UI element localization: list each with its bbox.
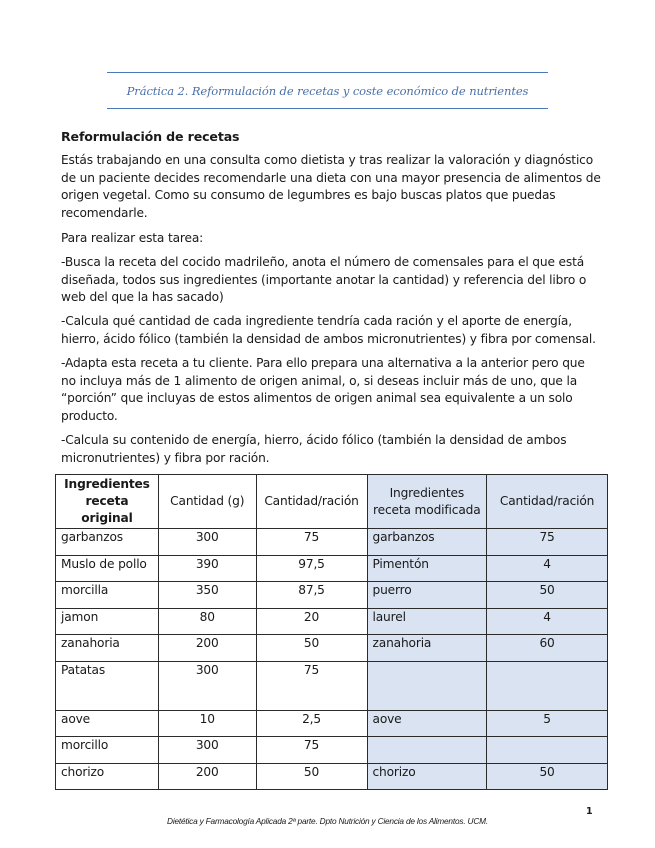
table-row xyxy=(56,582,608,609)
table-cell: jamon xyxy=(56,608,159,635)
table-cell: 50 xyxy=(256,763,367,790)
table-cell: 80 xyxy=(158,608,256,635)
table-cell: Patatas xyxy=(56,661,159,710)
table-cell: 4 xyxy=(487,555,608,582)
table-cell: zanahoria xyxy=(56,635,159,662)
table-cell: 300 xyxy=(158,737,256,764)
header-quantity: Cantidad (g) xyxy=(158,475,256,529)
header-original-ingredients: Ingredientes receta original xyxy=(56,475,159,529)
table-cell: 2,5 xyxy=(256,710,367,737)
table-cell: 4 xyxy=(487,608,608,635)
header-quantity-per-serving: Cantidad/ración xyxy=(256,475,367,529)
task-lead-paragraph: Para realizar esta tarea: xyxy=(61,231,204,245)
table-cell: Pimentón xyxy=(367,555,487,582)
table-cell: 10 xyxy=(158,710,256,737)
table-row xyxy=(56,635,608,662)
table-row xyxy=(56,661,608,710)
running-header-title: Práctica 2. Reformulación de recetas y coste económico de nutrientes xyxy=(126,84,529,98)
step-paragraph-2: -Calcula qué cantidad de cada ingrediente tendría cada ración y el aporte de energía, hierro, ácido fólico (también la densidad de ambos micronutrientes) y fibra por comensal. xyxy=(61,314,596,346)
table-cell: 350 xyxy=(158,582,256,609)
header-modified-quantity-per-serving: Cantidad/ración xyxy=(487,475,608,529)
header-rule-top xyxy=(107,72,548,73)
table-cell: aove xyxy=(367,710,487,737)
table-cell: garbanzos xyxy=(56,529,159,556)
table-cell: 50 xyxy=(256,635,367,662)
table-cell xyxy=(367,737,487,764)
table-row xyxy=(56,737,608,764)
table-cell: 50 xyxy=(487,582,608,609)
table-cell: 75 xyxy=(256,737,367,764)
table-row xyxy=(56,763,608,790)
table-cell: aove xyxy=(56,710,159,737)
table-cell: 50 xyxy=(487,763,608,790)
table-cell xyxy=(487,737,608,764)
table-cell: puerro xyxy=(367,582,487,609)
table-cell: 390 xyxy=(158,555,256,582)
table-cell: 75 xyxy=(256,661,367,710)
table-cell: laurel xyxy=(367,608,487,635)
table-cell: 5 xyxy=(487,710,608,737)
table-cell xyxy=(367,661,487,710)
step-paragraph-3: -Adapta esta receta a tu cliente. Para ello prepara una alternativa a la anterior pero que no incluya más de 1 alimento de origen animal, o, si deseas incluir más de uno, que la “porción” que incluyas de estos alimentos de origen animal sea equivalente a un solo producto. xyxy=(61,356,585,423)
table-cell: chorizo xyxy=(367,763,487,790)
table-cell xyxy=(487,661,608,710)
intro-paragraph: Estás trabajando en una consulta como dietista y tras realizar la valoración y diagnóstico de un paciente decides recomendarle una dieta con una mayor presencia de alimentos de origen vegetal. Como su consumo de legumbres es bajo buscas platos que puedas recomendarle. xyxy=(61,153,601,220)
section-heading: Reformulación de recetas xyxy=(61,129,240,144)
recipe-table xyxy=(55,474,608,790)
table-cell: 97,5 xyxy=(256,555,367,582)
table-cell: 75 xyxy=(256,529,367,556)
table-row xyxy=(56,710,608,737)
table-cell: 200 xyxy=(158,763,256,790)
table-header-row xyxy=(56,475,608,529)
table-row xyxy=(56,529,608,556)
table-cell: zanahoria xyxy=(367,635,487,662)
table-cell: 300 xyxy=(158,529,256,556)
step-paragraph-4: -Calcula su contenido de energía, hierro, ácido fólico (también la densidad de ambos micronutrientes) y fibra por ración. xyxy=(61,433,567,465)
table-cell: 60 xyxy=(487,635,608,662)
header-modified-ingredients: Ingredientes receta modificada xyxy=(367,475,487,529)
table-cell: 200 xyxy=(158,635,256,662)
table-cell: 75 xyxy=(487,529,608,556)
header-rule-bottom xyxy=(107,108,548,109)
table-cell: chorizo xyxy=(56,763,159,790)
table-cell: 87,5 xyxy=(256,582,367,609)
step-paragraph-1: -Busca la receta del cocido madrileño, anota el número de comensales para el que está diseñada, todos sus ingredientes (importante anotar la cantidad) y referencia del libro o web del que la has sacado) xyxy=(61,255,587,304)
table-cell: morcilla xyxy=(56,582,159,609)
table-cell: morcillo xyxy=(56,737,159,764)
table-cell: Muslo de pollo xyxy=(56,555,159,582)
page-footer: Dietética y Farmacología Aplicada 2ª parte. Dpto Nutrición y Ciencia de los Alimentos. UCM. xyxy=(167,816,488,826)
table-row xyxy=(56,608,608,635)
table-cell: garbanzos xyxy=(367,529,487,556)
table-row xyxy=(56,555,608,582)
table-cell: 20 xyxy=(256,608,367,635)
table-cell: 300 xyxy=(158,661,256,710)
page-number: 1 xyxy=(586,806,593,817)
